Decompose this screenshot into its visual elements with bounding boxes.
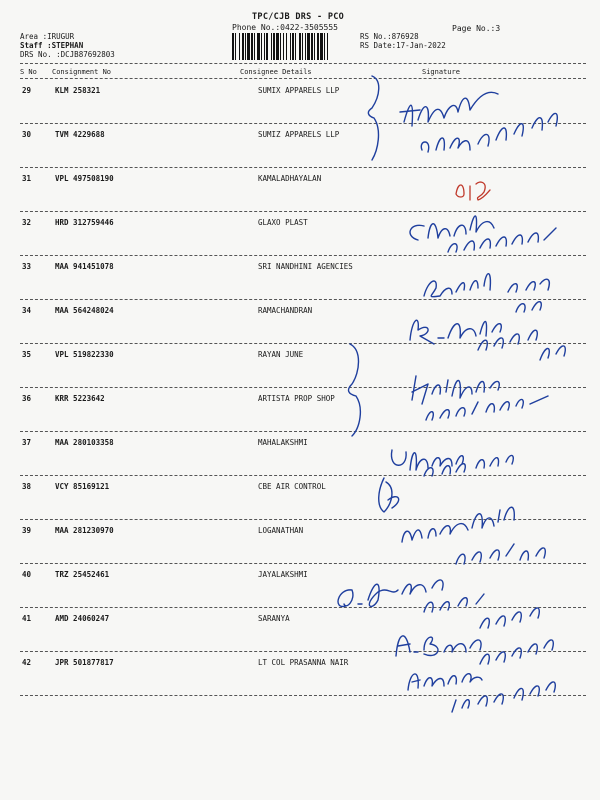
row-sno: 34 xyxy=(22,306,32,315)
row-consignee: GLAXO PLAST xyxy=(258,218,308,227)
column-divider xyxy=(20,78,586,79)
row-divider xyxy=(20,475,586,476)
row-consignee: SUMIX APPARELS LLP xyxy=(258,86,340,95)
area-label: Area :IRUGUR xyxy=(20,32,75,41)
row-divider xyxy=(20,123,586,124)
row-sno: 36 xyxy=(22,394,32,403)
row-sno: 35 xyxy=(22,350,32,359)
row-divider xyxy=(20,695,586,696)
row-sno: 37 xyxy=(22,438,32,447)
row-consignee: RAYAN JUNE xyxy=(258,350,304,359)
row-consignment-no: MAA 280103358 xyxy=(55,438,114,447)
row-divider xyxy=(20,255,586,256)
row-consignee: RAMACHANDRAN xyxy=(258,306,313,315)
row-sno: 33 xyxy=(22,262,32,271)
row-sno: 40 xyxy=(22,570,32,579)
row-consignment-no: AMD 24060247 xyxy=(55,614,110,623)
row-consignee: SRI NANDHINI AGENCIES xyxy=(258,262,353,271)
row-consignment-no: HRD 312759446 xyxy=(55,218,114,227)
row-sno: 29 xyxy=(22,86,32,95)
row-consignment-no: VPL 519822330 xyxy=(55,350,114,359)
staff-label: Staff :STEPHAN xyxy=(20,41,84,50)
row-consignee: ARTISTA PROP SHOP xyxy=(258,394,335,403)
row-divider xyxy=(20,563,586,564)
rs-number: RS No.:876928 xyxy=(360,32,419,41)
row-consignment-no: MAA 941451078 xyxy=(55,262,114,271)
row-consignment-no: TVM 4229688 xyxy=(55,130,105,139)
row-consignment-no: VPL 497508190 xyxy=(55,174,114,183)
page-number: Page No.:3 xyxy=(452,24,501,33)
row-divider xyxy=(20,387,586,388)
row-consignment-no: MAA 281230970 xyxy=(55,526,114,535)
row-consignee: CBE AIR CONTROL xyxy=(258,482,326,491)
row-divider xyxy=(20,211,586,212)
row-divider xyxy=(20,519,586,520)
column-header-consignment: Consignment No xyxy=(52,68,112,76)
barcode xyxy=(232,33,352,60)
row-consignee: SUMIZ APPARELS LLP xyxy=(258,130,340,139)
row-sno: 42 xyxy=(22,658,32,667)
row-consignee: KAMALADHAYALAN xyxy=(258,174,322,183)
rs-date: RS Date:17-Jan-2022 xyxy=(360,41,446,50)
row-sno: 32 xyxy=(22,218,32,227)
row-sno: 41 xyxy=(22,614,32,623)
row-divider xyxy=(20,431,586,432)
row-consignment-no: JPR 501877817 xyxy=(55,658,114,667)
phone-number: Phone No.:0422-3505555 xyxy=(232,23,338,32)
row-consignee: SARANYA xyxy=(258,614,290,623)
row-sno: 31 xyxy=(22,174,32,183)
row-consignment-no: VCY 85169121 xyxy=(55,482,110,491)
row-divider xyxy=(20,651,586,652)
row-divider xyxy=(20,343,586,344)
row-consignment-no: KLM 258321 xyxy=(55,86,101,95)
document-title: TPC/CJB DRS - PCO xyxy=(252,12,345,22)
row-sno: 38 xyxy=(22,482,32,491)
row-consignment-no: TRZ 25452461 xyxy=(55,570,110,579)
row-divider xyxy=(20,167,586,168)
column-header-signature: Signature xyxy=(422,68,460,76)
row-sno: 39 xyxy=(22,526,32,535)
row-consignment-no: KRR 5223642 xyxy=(55,394,105,403)
row-consignee: LOGANATHAN xyxy=(258,526,304,535)
row-divider xyxy=(20,607,586,608)
column-header-sno: S No xyxy=(20,68,37,76)
row-sno: 30 xyxy=(22,130,32,139)
row-consignment-no: MAA 564248024 xyxy=(55,306,114,315)
row-consignee: JAYALAKSHMI xyxy=(258,570,308,579)
row-divider xyxy=(20,299,586,300)
drs-number: DRS No. :DCJB87692803 xyxy=(20,50,115,59)
column-header-consignee: Consignee Details xyxy=(240,68,312,76)
header-divider xyxy=(20,63,586,64)
row-consignee: LT COL PRASANNA NAIR xyxy=(258,658,349,667)
row-consignee: MAHALAKSHMI xyxy=(258,438,308,447)
